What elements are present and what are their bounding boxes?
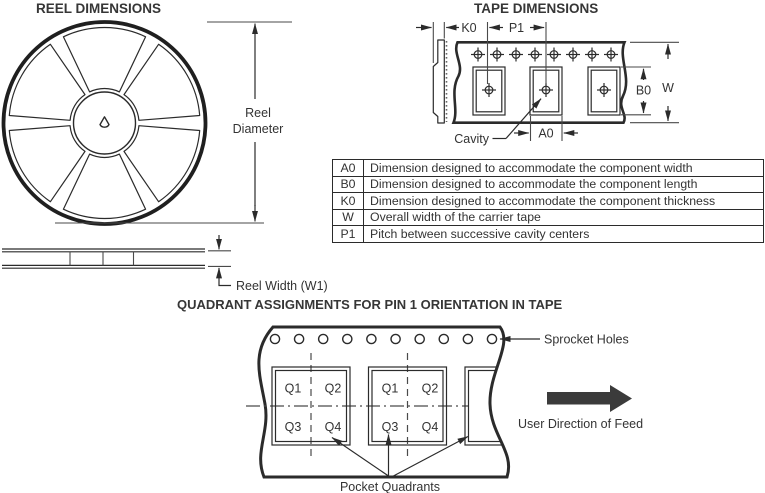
dim-desc: Dimension designed to accommodate the component length [364, 176, 764, 193]
reel-side-view [2, 249, 205, 268]
pocket1-q4-label: Q4 [324, 420, 342, 434]
quadrant-tape-body [259, 327, 509, 477]
pocket2-q4-label: Q4 [421, 420, 439, 434]
tape-dimensions-title: TAPE DIMENSIONS [474, 1, 599, 16]
w-label: W [662, 81, 674, 95]
dim-desc: Pitch between successive cavity centers [364, 226, 764, 243]
pocket1-q2-label: Q2 [324, 381, 342, 396]
sprocket-holes-label: Sprocket Holes [544, 332, 629, 347]
dim-code: B0 [333, 176, 364, 193]
dim-code: P1 [333, 226, 364, 243]
sprocket-holes-callout [500, 333, 629, 347]
pocket2-q3-label: Q3 [381, 420, 399, 434]
feed-direction-label: User Direction of Feed [518, 417, 644, 431]
reel-diameter-label-line1: Reel [245, 106, 271, 120]
reel-front-view [4, 22, 206, 224]
a0-label: A0 [538, 126, 554, 141]
tape-side-profile [433, 40, 446, 123]
k0-label: K0 [461, 21, 477, 35]
pocket1-q1-label: Q1 [284, 381, 302, 396]
w-dimension [630, 42, 679, 122]
tape-front-view [454, 42, 627, 122]
dim-code: W [333, 209, 364, 226]
reel-hub [74, 92, 136, 154]
dim-desc: Dimension designed to accommodate the component width [364, 160, 764, 177]
reel-width-label: Reel Width (W1) [236, 279, 328, 293]
cavity-label: Cavity [454, 132, 489, 146]
dim-code: K0 [333, 193, 364, 210]
pocket-quadrants-label: Pocket Quadrants [339, 480, 441, 493]
quadrant-tape [246, 327, 543, 477]
feed-arrow-icon [547, 385, 632, 412]
reel-width-dimension [208, 235, 328, 293]
pocket1-q3-label: Q3 [284, 420, 302, 434]
dim-desc: Dimension designed to accommodate the component thickness [364, 193, 764, 210]
feed-direction [518, 385, 643, 431]
dim-desc: Overall width of the carrier tape [364, 209, 764, 226]
p1-label: P1 [508, 21, 525, 35]
dim-code: A0 [333, 160, 364, 177]
reel-dimensions-title: REEL DIMENSIONS [36, 1, 162, 16]
pocket2-q2-label: Q2 [421, 381, 439, 396]
reel-diameter-label-line2: Diameter [232, 122, 284, 136]
b0-label: B0 [635, 83, 652, 98]
pocket2-q1-label: Q1 [381, 381, 399, 396]
quadrant-assignments-title: QUADRANT ASSIGNMENTS FOR PIN 1 ORIENTATION IN TAPE [177, 297, 563, 312]
